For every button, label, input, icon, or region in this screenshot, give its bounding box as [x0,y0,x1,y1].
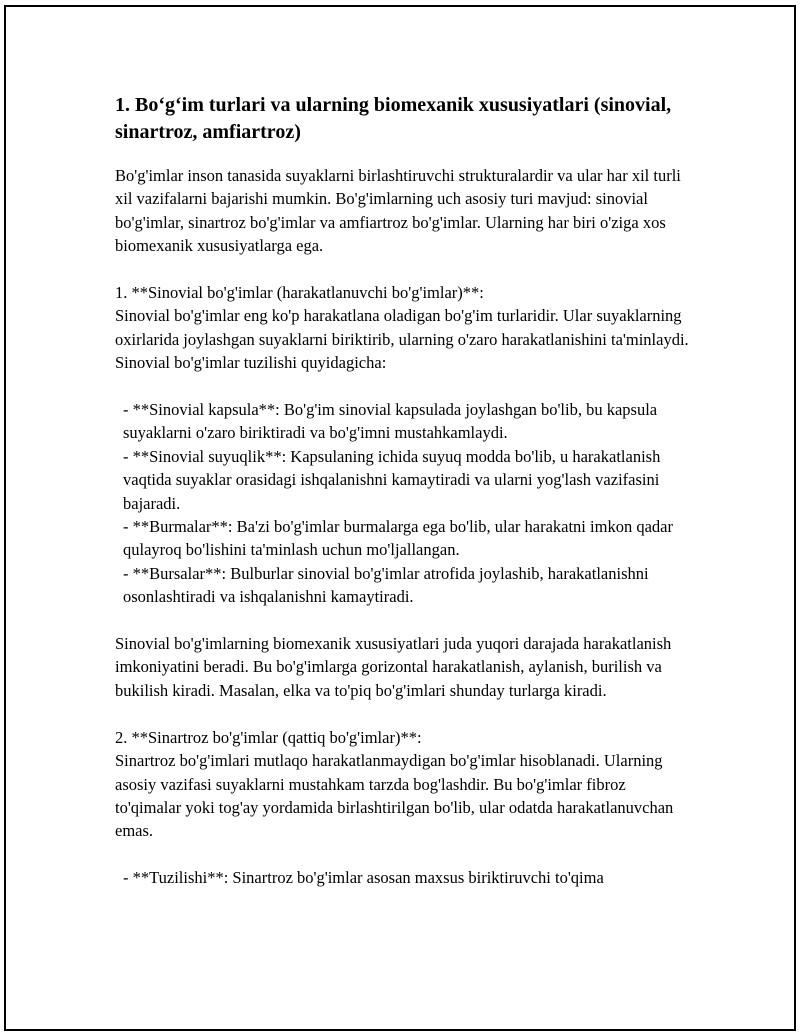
bullet-sinovial-kapsula: - **Sinovial kapsula**: Bo'g'im sinovial kapsulada joylashgan bo'lib, bu kapsula suyaklarni o'zaro biriktiradi va bo'g'imni mustahkamlaydi. [123,400,662,443]
spacer [115,609,695,632]
section-1-header: 1. **Sinovial bo'g'imlar (harakatlanuvchi bo'g'imlar)**: [115,283,484,303]
spacer [115,375,695,398]
section-1-summary: Sinovial bo'g'imlarning biomexanik xususiyatlari juda yuqori darajada harakatlanish imkoniyatini beradi. Bu bo'g'imlarga gorizontal harakatlanish, aylanish, burilish va bukilish kiradi. Masalan, elka va to'piq bo'g'imlari shunday turlarga kiradi. [115,634,676,700]
document-body [115,92,695,890]
spacer [115,702,695,725]
section-2-header: 2. **Sinartroz bo'g'imlar (qattiq bo'g'imlar)**: [115,727,422,747]
intro-paragraph: Bo'g'imlar inson tanasida suyaklarni birlashtiruvchi strukturalardir va ular har xil turli xil vazifalarni bajarishi mumkin. Bo'g'imlarning uch asosiy turi mavjud: sinovial bo'g'imlar, sinartroz bo'g'imlar va amfiartroz bo'g'imlar. Ularning har biri o'ziga xos biomexanik xususiyatlarga ega. [115,166,686,256]
bullet-bursalar: - **Bursalar**: Bulburlar sinovial bo'g'imlar atrofida joylashib, harakatlanishni osonlashtiradi va ishqalanishni kamaytiradi. [123,563,653,607]
spacer [115,843,695,866]
bullet-burmalar: - **Burmalar**: Ba'zi bo'g'imlar burmalarga ega bo'lib, ular harakatni imkon qadar qulayroq bo'lishini ta'minlash uchun mo'ljallangan. [123,517,678,560]
spacer [115,258,695,281]
bullet-tuzilishi: - **Tuzilishi**: Sinartroz bo'g'imlar asosan maxsus biriktiruvchi to'qima [123,868,604,888]
bullet-sinovial-suyuqlik: - **Sinovial suyuqlik**: Kapsulaning ichida suyuq modda bo'lib, u harakatlanish vaqtida suyaklar orasidagi ishqalanishni kamaytiradi va ularni yog'lash vazifasini bajaradi. [123,446,665,513]
section-2-description: Sinartroz bo'g'imlari mutlaqo harakatlanmaydigan bo'g'imlar hisoblanadi. Ularning asosiy vazifasi suyaklarni mustahkam tarzda bog'lashdir. Bu bo'g'imlar fibroz to'qimalar yoki tog'ay yordamida birlashtirilgan bo'lib, ular odatda harakatlanuvchan emas. [115,751,678,841]
document-title: 1. Bo‘g‘im turlari va ularning biomexanik xususiyatlari (sinovial, sinartroz, amfiartroz) [115,94,672,143]
document-text [115,164,695,890]
section-1-description: Sinovial bo'g'imlar eng ko'p harakatlana oladigan bo'g'im turlaridir. Ular suyaklarning oxirlarida joylashgan suyaklarni biriktirib, ularning o'zaro harakatlanishini ta'minlaydi. Sinovial bo'g'imlar tuzilishi quyidagicha: [115,306,693,373]
